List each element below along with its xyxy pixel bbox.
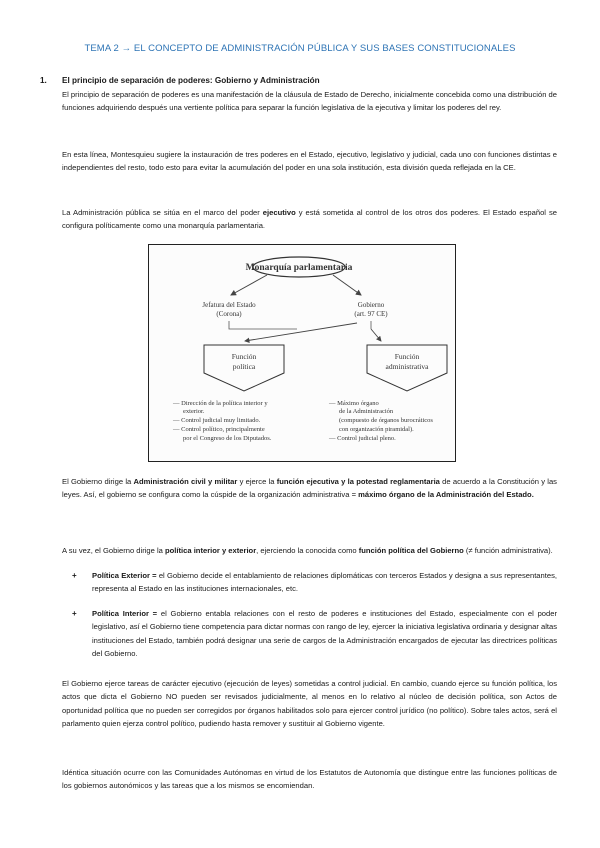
bullet-mark-0: + bbox=[72, 571, 77, 580]
bullet-mark-1: + bbox=[72, 609, 77, 618]
section-heading bbox=[40, 76, 320, 85]
paragraph-4 bbox=[62, 475, 557, 502]
right-node-sub: (art. 97 CE) bbox=[354, 310, 388, 318]
p5-text-e: (≠ función administrativa). bbox=[463, 546, 553, 555]
p3-text-a: La Administración pública se sitúa en el marco del poder bbox=[62, 208, 263, 217]
p5-bold-function: función política del Gobierno bbox=[358, 546, 464, 555]
p4-bold-admin: Administración civil y militar bbox=[133, 477, 238, 486]
paragraph-7: Idéntica situación ocurre con las Comunidades Autónomas en virtud de los Estatutos de Autonomía que distingue entre las funciones políticas de los gobiernos autonómicos y las tareas que a los mismos se encomiendan. bbox=[62, 768, 557, 791]
right-item-4: — Control judicial pleno. bbox=[329, 435, 396, 442]
box-right-line1: Función bbox=[394, 352, 420, 361]
arrow-left bbox=[231, 275, 267, 295]
right-item-3: con organización piramidal). bbox=[339, 426, 414, 433]
left-item-0: — Dirección de la política interior y bbox=[173, 400, 268, 407]
paragraph-2: En esta línea, Montesquieu sugiere la instauración de tres poderes en el Estado, ejecutivo, legislativo y judicial, cada uno con funciones distintas e independientes del resto, todo esto para evitar la acumulación del poder en una sola institución, esta división queda reflejada en la CE. bbox=[62, 150, 557, 173]
left-item-2: — Control judicial muy limitado. bbox=[173, 417, 261, 424]
right-node-title: Gobierno bbox=[357, 301, 385, 309]
p3-text-c: y está sometida al control de los otros dos poderes. El Estado español se configura políticamente como una monarquía parlamentaria. bbox=[62, 208, 557, 231]
p4-bold-max: máximo órgano de la Administración del Estado. bbox=[358, 490, 534, 500]
right-item-0: — Máximo órgano bbox=[329, 400, 379, 407]
document-title: TEMA 2 → EL CONCEPTO DE ADMINISTRACIÓN PÚBLICA Y SUS BASES CONSTITUCIONALES bbox=[84, 43, 516, 54]
bullet-0-label: Política Exterior = bbox=[92, 571, 157, 580]
section-heading-text: El principio de separación de poderes: Gobierno y Administración bbox=[62, 76, 320, 85]
diagram-svg bbox=[149, 245, 455, 461]
arrow-gov-admin bbox=[371, 329, 381, 341]
bullet-item-exterior bbox=[92, 569, 557, 596]
p4-text-c: y ejerce la bbox=[237, 477, 277, 486]
paragraph-1: El principio de separación de poderes es una manifestación de la cláusula de Estado de Derecho, inicialmente concebida como una distribución de funciones adquiriendo después una vertiente política para separar la función legislativa de la ejecutiva y limitar los poderes del rey. bbox=[62, 90, 557, 113]
right-item-1: de la Administración bbox=[339, 408, 394, 415]
p5-text-a: A su vez, el Gobierno dirige la bbox=[62, 546, 165, 555]
arrow-right bbox=[333, 275, 361, 295]
bullet-1-text: el Gobierno entabla relaciones con el resto de poderes e instituciones del Estado, especialmente con el poder legislativo, así el Gobierno tiene competencia para dictar normas con rango de ley, ejercer la iniciativa legislativa ordinaria y designar altas instituciones del Estado, también podrá designar una serie de cargos de la Administración encargados de ejecutar las directrices políticas del Gobierno. bbox=[92, 609, 558, 658]
p4-text-a: El Gobierno dirige la bbox=[62, 477, 134, 486]
diagram-figure bbox=[148, 244, 456, 462]
paragraph-6: El Gobierno ejerce tareas de carácter ejecutivo (ejecución de leyes) sometidas a control judicial. En cambio, cuando ejerce su función política, los actos que dicta el Gobierno NO pueden ser revisados judicialmente, al menos en lo relativo al núcleo de decisión política, son Actos de oportunidad política que no pueden ser corregidos por órganos habilitados solo para ejercer control jurídico (no político). Sobre tales actos, será el parlamento quien ejerza control político, pudiendo hasta remover y sustituir al Gobierno vigente. bbox=[62, 679, 557, 728]
p5-bold-policy: política interior y exterior bbox=[165, 546, 257, 555]
left-item-3: — Control político, principalmente bbox=[173, 426, 265, 433]
bullet-1-label: Política Interior = bbox=[92, 609, 158, 618]
bullet-0-text: el Gobierno decide el entablamiento de relaciones diplomáticas con terceros Estados y designa a sus representantes, representa al Estado en las instituciones internacionales, etc. bbox=[92, 571, 557, 594]
box-right-line2: administrativa bbox=[385, 362, 429, 371]
left-item-4: por el Congreso de los Diputados. bbox=[183, 435, 272, 442]
section-number: 1. bbox=[40, 76, 47, 85]
left-node-title: Jefatura del Estado bbox=[202, 301, 256, 309]
left-connector bbox=[229, 321, 297, 329]
left-item-1: exterior. bbox=[183, 408, 205, 415]
p3-bold-ejecutivo: ejecutivo bbox=[262, 208, 296, 217]
p4-bold-function: función ejecutiva y la potestad reglamentaria bbox=[276, 477, 440, 486]
box-left-line2: política bbox=[232, 362, 256, 371]
p4-text-e: de acuerdo a la Constitución y las leyes. Así, el gobierno se configura como la cúspide de la organización administrativa = bbox=[62, 477, 557, 500]
arrow-gov-politics bbox=[245, 323, 357, 341]
top-oval-label: Monarquía parlamentaria bbox=[245, 263, 353, 273]
paragraph-5 bbox=[62, 544, 557, 557]
bullet-item-interior bbox=[92, 607, 557, 660]
paragraph-3 bbox=[62, 206, 557, 233]
p5-text-c: , ejerciendo la conocida como bbox=[256, 546, 359, 555]
box-left-line1: Función bbox=[231, 352, 257, 361]
right-item-2: (compuesto de órganos burocráticos bbox=[339, 417, 433, 424]
left-node-sub: (Corona) bbox=[216, 310, 242, 318]
